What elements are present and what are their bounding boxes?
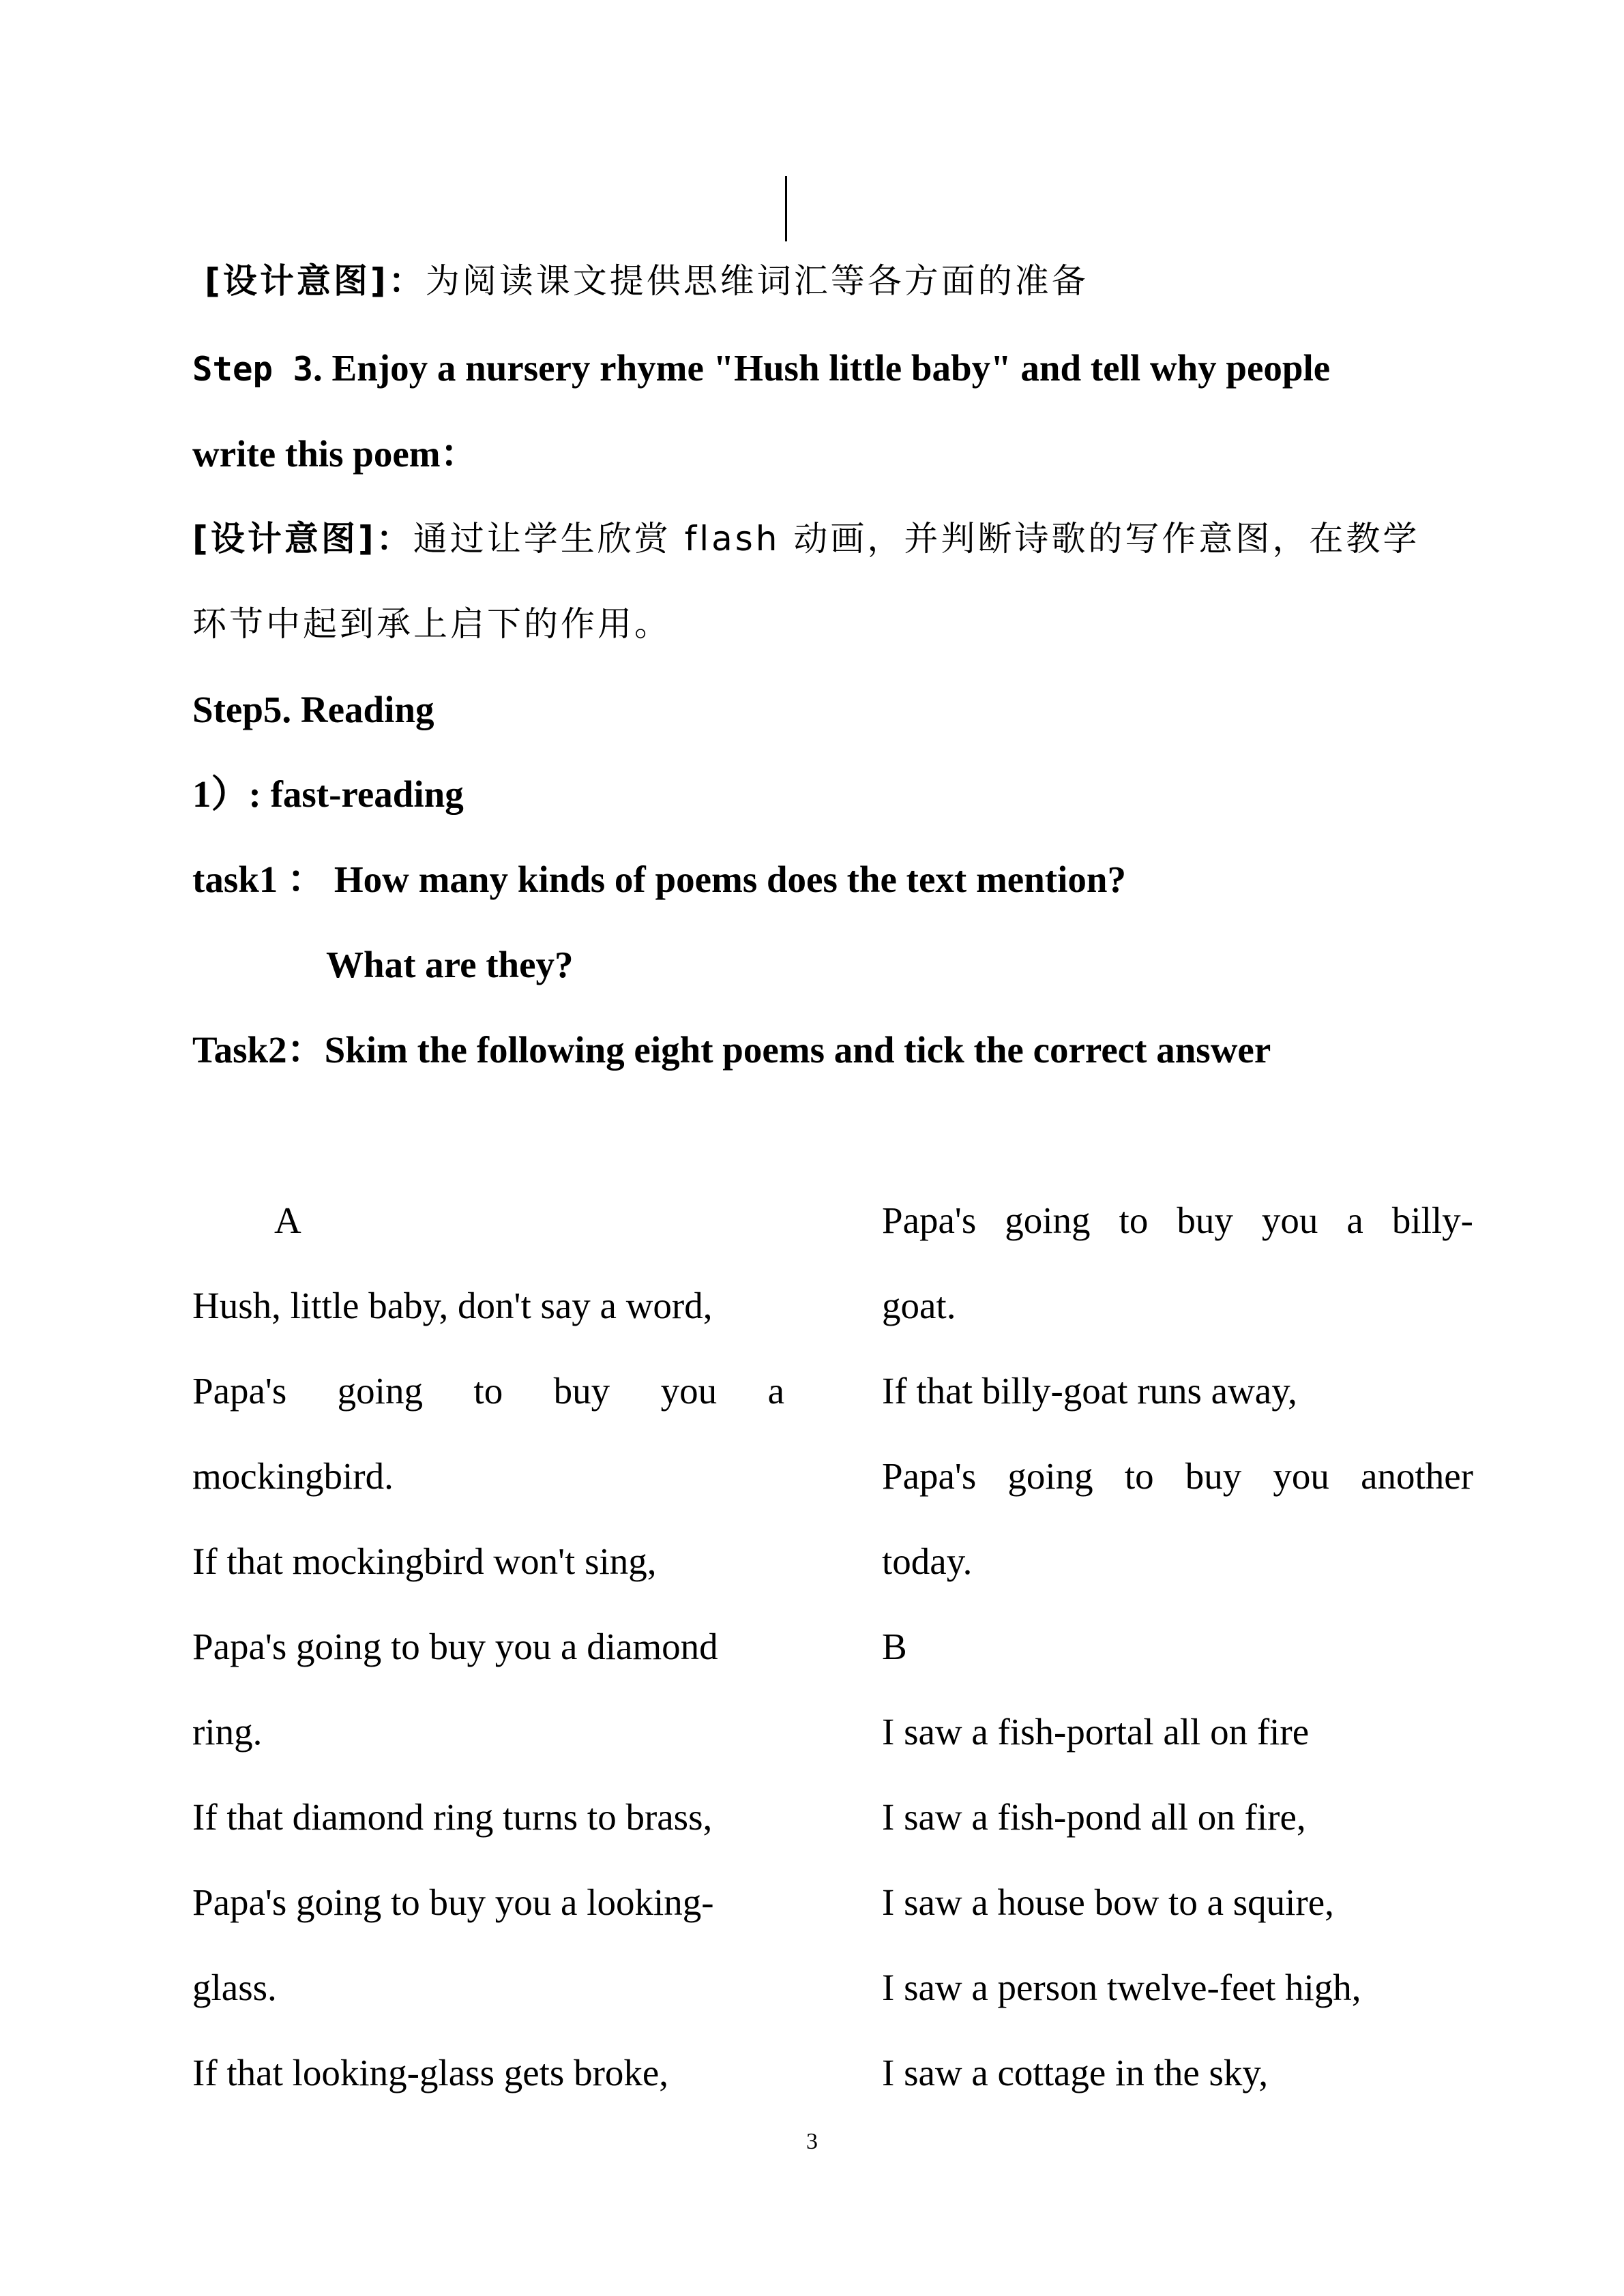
page-number: 3 xyxy=(806,2129,818,2154)
step3-text: Enjoy a nursery rhyme "Hush little baby" and tell why people xyxy=(331,347,1331,389)
poem-line: I saw a house bow to a squire, xyxy=(882,1881,1334,1923)
fast-reading-heading: 1）: fast-reading xyxy=(192,773,464,815)
step5-heading: Step5. Reading xyxy=(192,689,434,730)
step3-label: Step 3 xyxy=(192,350,314,389)
poem-a-label: A xyxy=(274,1199,301,1241)
design-intent-2-line2: 环节中起到承上启下的作用。 xyxy=(192,604,671,644)
poem-line: goat. xyxy=(882,1285,956,1326)
task1-line xyxy=(192,856,1126,904)
task2-line: Task2：Skim the following eight poems and tick the correct answer xyxy=(192,1029,1271,1071)
poem-line: I saw a cottage in the sky, xyxy=(882,2052,1269,2093)
step3-sep: . xyxy=(313,347,323,389)
poem-line: If that looking-glass gets broke, xyxy=(192,2052,669,2093)
poem-line: Papa's going to buy you a xyxy=(192,1370,784,1412)
design-intent-2-text: 通过让学生欣赏 flash 动画，并判断诗歌的写作意图，在教学 xyxy=(413,519,1420,558)
poem-line: I saw a fish-portal all on fire xyxy=(882,1711,1310,1753)
poem-line: mockingbird. xyxy=(192,1455,394,1497)
poem-line: Hush, little baby, don't say a word, xyxy=(192,1285,713,1326)
text-cursor xyxy=(785,176,787,241)
poem-line: Papa's going to buy you a diamond xyxy=(192,1626,718,1667)
poem-line: today. xyxy=(882,1540,973,1582)
poem-line: Papa's going to buy you a billy- xyxy=(882,1199,1473,1241)
poem-line: Papa's going to buy you another xyxy=(882,1455,1473,1497)
poem-line: I saw a fish-pond all on fire, xyxy=(882,1796,1306,1838)
poem-line: glass. xyxy=(192,1967,277,2008)
task1-label: task1 xyxy=(192,859,278,900)
design-intent-text: 为阅读课文提供思维词汇等各方面的准备 xyxy=(425,261,1089,301)
design-intent-tag: [设计意图]： xyxy=(205,261,426,301)
poem-line: If that billy-goat runs away, xyxy=(882,1370,1297,1412)
design-intent-2-tag: [设计意图]： xyxy=(192,519,413,558)
task1-question2: What are they? xyxy=(326,944,574,985)
task1-question: How many kinds of poems does the text mention? xyxy=(334,859,1126,900)
poem-line: If that diamond ring turns to brass, xyxy=(192,1796,713,1838)
step3-line2: write this poem： xyxy=(192,433,478,475)
design-intent-1 xyxy=(205,257,1089,305)
design-intent-2-line1 xyxy=(192,515,1419,563)
task1-colon: ： xyxy=(287,859,325,900)
poem-b-label: B xyxy=(882,1626,907,1667)
step3-line1 xyxy=(192,344,1330,393)
poem-line: If that mockingbird won't sing, xyxy=(192,1540,657,1582)
poem-line: I saw a person twelve-feet high, xyxy=(882,1967,1361,2008)
poem-line: ring. xyxy=(192,1711,263,1753)
poem-line: Papa's going to buy you a looking- xyxy=(192,1881,714,1923)
